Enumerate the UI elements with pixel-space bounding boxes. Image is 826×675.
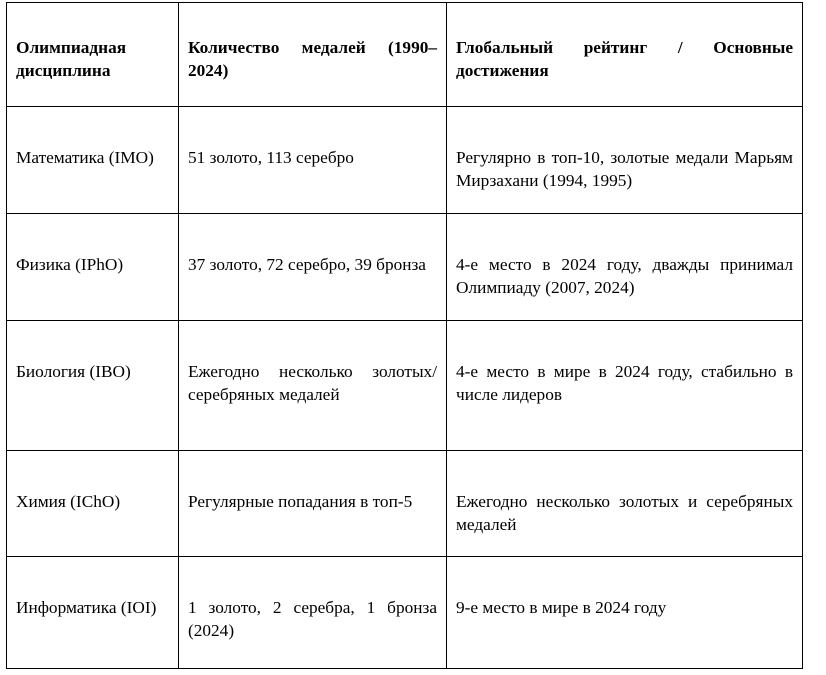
- olympiad-medals-table: [6, 2, 803, 669]
- cell-medals: Ежегодно несколько золотых/серебряных медалей: [179, 321, 447, 451]
- cell-medals: Регулярные попадания в топ-5: [179, 451, 447, 557]
- table-row: [7, 107, 803, 214]
- cell-medals: 37 золото, 72 серебро, 39 бронза: [179, 214, 447, 321]
- cell-discipline: Информатика (IOI): [7, 557, 179, 669]
- cell-ranking: Регулярно в топ-10, золотые медали Марьям Мирзахани (1994, 1995): [447, 107, 803, 214]
- cell-discipline: Физика (IPhO): [7, 214, 179, 321]
- cell-discipline: Химия (IChO): [7, 451, 179, 557]
- header-discipline: Олимпиадная дисциплина: [7, 3, 179, 107]
- header-global-ranking: Глобальный рейтинг / Основные достижения: [447, 3, 803, 107]
- cell-medals: 1 золото, 2 серебра, 1 бронза (2024): [179, 557, 447, 669]
- cell-ranking: 4-е место в мире в 2024 году, стабильно в числе лидеров: [447, 321, 803, 451]
- table-header-row: [7, 3, 803, 107]
- table-row: [7, 451, 803, 557]
- cell-ranking: 9-е место в мире в 2024 году: [447, 557, 803, 669]
- table-row: [7, 321, 803, 451]
- table-row: [7, 214, 803, 321]
- cell-discipline: Биология (IBO): [7, 321, 179, 451]
- table-row: [7, 557, 803, 669]
- cell-discipline: Математика (IMO): [7, 107, 179, 214]
- cell-medals: 51 золото, 113 серебро: [179, 107, 447, 214]
- cell-ranking: Ежегодно несколько золотых и серебряных медалей: [447, 451, 803, 557]
- cell-ranking: 4-е место в 2024 году, дважды принимал Олимпиаду (2007, 2024): [447, 214, 803, 321]
- header-medal-count: Количество медалей (1990–2024): [179, 3, 447, 107]
